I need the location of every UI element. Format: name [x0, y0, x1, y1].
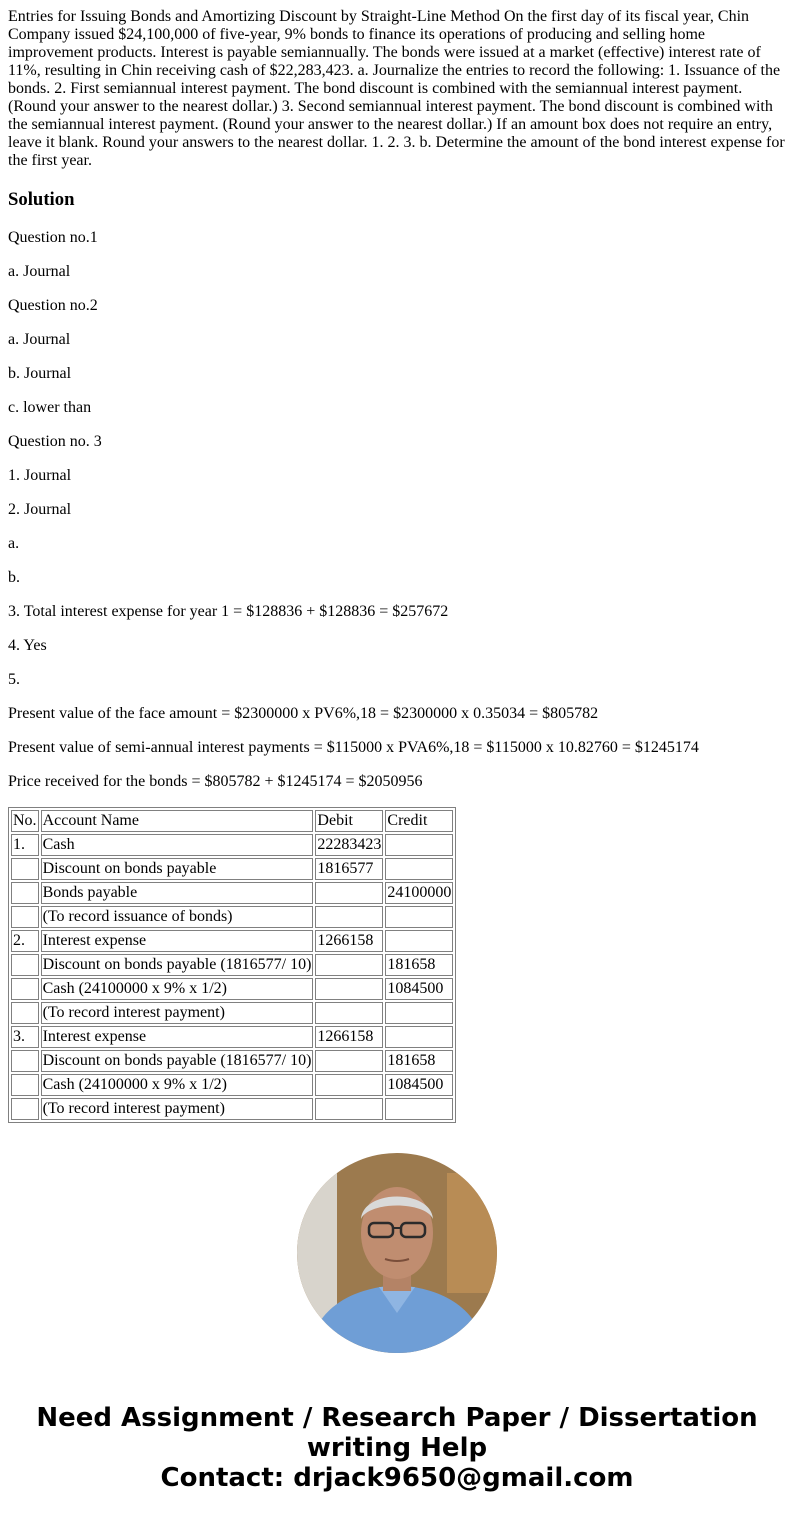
cell-debit [315, 1074, 383, 1096]
cell-debit [315, 882, 383, 904]
table-row [11, 930, 453, 952]
cell-no [11, 978, 39, 1000]
cell-credit [385, 930, 453, 952]
table-row [11, 1050, 453, 1072]
cell-debit: 1816577 [315, 858, 383, 880]
cell-account: (To record interest payment) [41, 1098, 314, 1120]
cell-credit [385, 1026, 453, 1048]
solution-line: a. Journal [8, 331, 71, 348]
cell-credit: 1084500 [385, 978, 453, 1000]
cell-credit [385, 1002, 453, 1024]
solution-line: Present value of semi-annual interest payments = $115000 x PVA6%,18 = $115000 x 10.82760 = $1245174 [8, 739, 699, 756]
cell-debit [315, 1002, 383, 1024]
solution-line: 3. Total interest expense for year 1 = $128836 + $128836 = $257672 [8, 603, 449, 620]
cell-account: Interest expense [41, 930, 314, 952]
cell-account: (To record interest payment) [41, 1002, 314, 1024]
promo-line-2: writing Help [306, 1433, 488, 1463]
table-row [11, 906, 453, 928]
solution-line: 2. Journal [8, 501, 72, 518]
author-avatar [297, 1153, 497, 1353]
solution-line: a. Journal [8, 263, 71, 280]
solution-line: b. Journal [8, 365, 72, 382]
cell-debit [315, 978, 383, 1000]
promo-footer [0, 1403, 794, 1493]
solution-line: 5. [8, 671, 20, 688]
cell-no [11, 906, 39, 928]
header-cell-debit: Debit [315, 810, 383, 832]
cell-credit [385, 834, 453, 856]
question-text: Entries for Issuing Bonds and Amortizing Discount by Straight-Line Method On the first day of its fiscal year, Chin Company issued $24,100,000 of five-year, 9% bonds to finance its operations of producing and selling home improvement products. Interest is payable semiannually. The bonds were issued at a market (effective) interest rate of 11%, resulting in Chin receiving cash of $22,283,423. a. Journalize the entries to record the following: 1. Issuance of the bonds. 2. First semiannual interest payment. The bond discount is combined with the semiannual interest payment. (Round your answer to the nearest dollar.) 3. Second semiannual interest payment. The bond discount is combined with the semiannual interest payment. (Round your answer to the nearest dollar.) If an amount box does not require an entry, leave it blank. Round your answers to the nearest dollar. 1. 2. 3. b. Determine the amount of the bond interest expense for the first year. [8, 8, 785, 169]
cell-account: Discount on bonds payable (1816577/ 10) [41, 1050, 314, 1072]
cell-debit [315, 1098, 383, 1120]
cell-no [11, 954, 39, 976]
cell-no [11, 1050, 39, 1072]
solution-line: Question no.1 [8, 229, 98, 246]
solution-line: 1. Journal [8, 467, 72, 484]
header-cell-credit: Credit [385, 810, 453, 832]
solution-line: c. lower than [8, 399, 92, 416]
solution-line: Question no.2 [8, 297, 98, 314]
cell-account: (To record issuance of bonds) [41, 906, 314, 928]
cell-account: Cash (24100000 x 9% x 1/2) [41, 978, 314, 1000]
cell-account: Cash (24100000 x 9% x 1/2) [41, 1074, 314, 1096]
table-header-row [11, 810, 453, 832]
solution-line: Price received for the bonds = $805782 + $1245174 = $2050956 [8, 773, 423, 790]
header-cell-account: Account Name [41, 810, 314, 832]
table-row [11, 858, 453, 880]
solution-line: b. [8, 569, 20, 586]
cell-debit: 1266158 [315, 930, 383, 952]
cell-credit [385, 858, 453, 880]
cell-debit [315, 954, 383, 976]
cell-credit: 1084500 [385, 1074, 453, 1096]
promo-line-1: Need Assignment / Research Paper / Dissertation [36, 1403, 758, 1433]
cell-no [11, 858, 39, 880]
portrait-door-panel [447, 1173, 497, 1293]
cell-no: 1. [11, 834, 39, 856]
cell-no [11, 1098, 39, 1120]
table-row [11, 882, 453, 904]
table-row [11, 834, 453, 856]
cell-no [11, 1002, 39, 1024]
solution-line: Question no. 3 [8, 433, 102, 450]
cell-account: Bonds payable [41, 882, 314, 904]
cell-no: 3. [11, 1026, 39, 1048]
table-row [11, 1026, 453, 1048]
cell-account: Discount on bonds payable (1816577/ 10) [41, 954, 314, 976]
cell-no [11, 1074, 39, 1096]
cell-no: 2. [11, 930, 39, 952]
table-row [11, 954, 453, 976]
journal-entries-table [8, 807, 456, 1123]
cell-debit [315, 1050, 383, 1072]
cell-credit: 181658 [385, 954, 453, 976]
header-cell-no: No. [11, 810, 39, 832]
solution-heading: Solution [8, 189, 75, 210]
promo-contact-line: Contact: drjack9650@gmail.com [160, 1463, 634, 1493]
cell-account: Cash [41, 834, 314, 856]
cell-debit: 22283423 [315, 834, 383, 856]
cell-no [11, 882, 39, 904]
solution-line: Present value of the face amount = $2300000 x PV6%,18 = $2300000 x 0.35034 = $805782 [8, 705, 599, 722]
table-row [11, 1002, 453, 1024]
cell-credit [385, 906, 453, 928]
author-portrait-image [297, 1153, 497, 1353]
cell-account: Discount on bonds payable [41, 858, 314, 880]
cell-credit: 181658 [385, 1050, 453, 1072]
cell-debit: 1266158 [315, 1026, 383, 1048]
cell-credit: 24100000 [385, 882, 453, 904]
cell-debit [315, 906, 383, 928]
table-row [11, 1074, 453, 1096]
solution-line: a. [8, 535, 20, 552]
cell-credit [385, 1098, 453, 1120]
solution-line: 4. Yes [8, 637, 47, 654]
table-row [11, 1098, 453, 1120]
cell-account: Interest expense [41, 1026, 314, 1048]
table-row [11, 978, 453, 1000]
